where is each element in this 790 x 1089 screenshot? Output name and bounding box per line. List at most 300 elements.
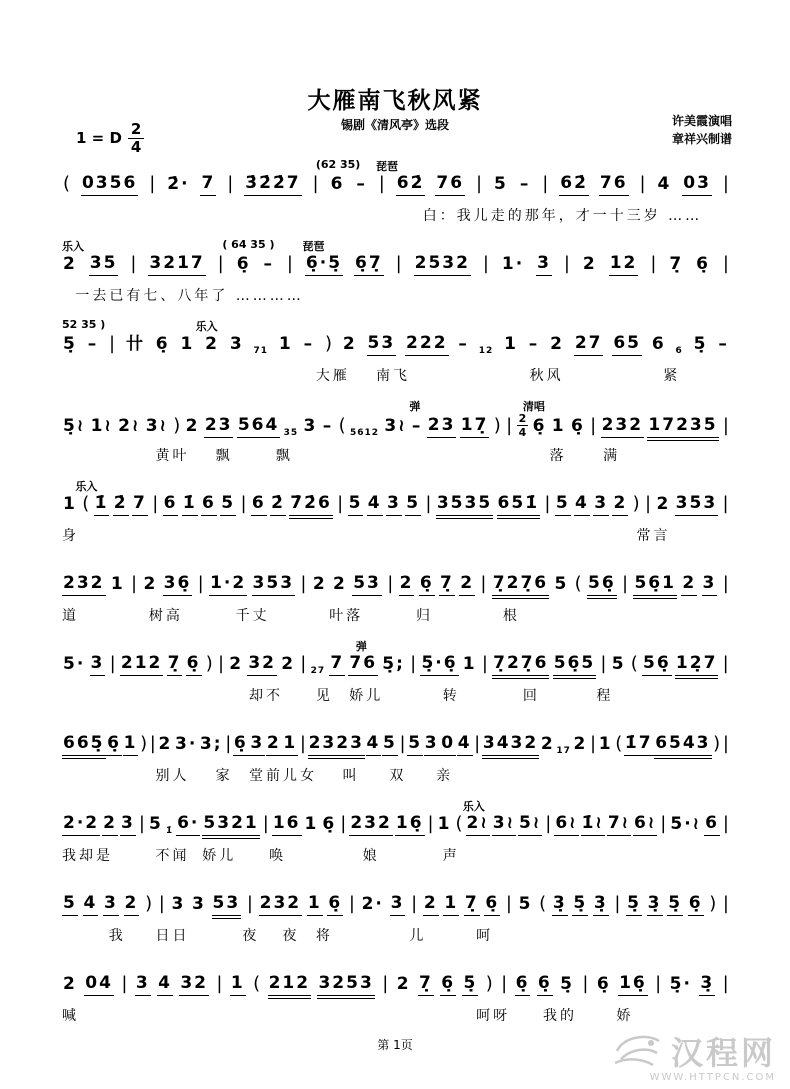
- note-token: 2: [205, 334, 220, 354]
- note-token: 1: [230, 973, 246, 996]
- phrase-paren: ): [173, 415, 181, 436]
- note-token: 7: [200, 173, 216, 196]
- phrase-paren: ): [140, 733, 148, 755]
- note-token: 3: [192, 894, 206, 914]
- note-token: 56̣1: [633, 573, 677, 596]
- note-token: 5̣: [560, 974, 574, 994]
- note-token: 卄: [125, 334, 145, 354]
- annotation-label: 乐入: [75, 480, 98, 493]
- score-line: [62, 558, 730, 638]
- barline: |: [505, 893, 512, 915]
- barline: |: [399, 733, 406, 755]
- note-token: 3: [424, 733, 440, 756]
- note-token: 1̇: [182, 493, 198, 516]
- note-token: 3: [702, 573, 718, 596]
- barline: |: [582, 973, 589, 995]
- note-token: 6̣: [537, 973, 553, 996]
- note-token: 3̣: [593, 893, 609, 916]
- score-line: [62, 238, 730, 318]
- note-token: 6̣7̣: [354, 253, 384, 276]
- note-token: 3: [120, 813, 136, 836]
- phrase-paren: (: [574, 573, 582, 595]
- note-token: 5̣: [462, 973, 478, 996]
- song-title: 大雁南飞秋风紧: [307, 88, 483, 114]
- note-token: 5: [348, 493, 364, 516]
- note-token: 04: [84, 973, 114, 996]
- grace-note: 6: [675, 346, 683, 357]
- note-token: 1·: [501, 254, 525, 274]
- phrase-paren: (: [82, 493, 90, 515]
- note-token: 16̣: [618, 973, 648, 996]
- barline: |: [622, 573, 629, 595]
- lyric-syllable: 将: [315, 928, 333, 944]
- annotation-label: 琵琶: [302, 240, 325, 253]
- note-token: –: [87, 334, 99, 354]
- note-token: 2: [399, 573, 415, 596]
- note-token: 6̣: [236, 254, 251, 274]
- barline: |: [411, 893, 418, 915]
- note-token: 76: [599, 173, 629, 196]
- note-token: 1: [307, 893, 323, 916]
- note-token: 3: [536, 253, 552, 276]
- barline: |: [600, 653, 607, 675]
- note-token: 36̣: [163, 573, 193, 596]
- barline: |: [387, 573, 394, 595]
- note-token: 3217: [148, 253, 205, 276]
- note-token: 6̣: [570, 415, 585, 436]
- note-token: 2≀: [118, 415, 141, 436]
- lyric-syllable: 我: [108, 928, 126, 944]
- barline: |: [158, 893, 165, 915]
- note-token: 56̣: [587, 573, 617, 596]
- lyric-syllable: 娇儿: [202, 848, 237, 864]
- note-token: 2: [312, 574, 327, 594]
- barline: |: [227, 173, 234, 195]
- barline: |: [722, 493, 729, 515]
- barline: |: [545, 813, 552, 835]
- lyric-syllable: 娇儿: [349, 688, 384, 704]
- note-token: 5̣≀: [63, 415, 86, 436]
- note-token: 3: [135, 973, 151, 996]
- barline: |: [138, 813, 145, 835]
- phrase-paren: ): [145, 893, 153, 915]
- time-sig-numerator: 2: [518, 412, 527, 425]
- phrase-paren: ): [205, 653, 213, 675]
- note-token: 4: [366, 733, 382, 756]
- note-token: 6̣: [696, 254, 710, 274]
- note-token: 76: [435, 173, 465, 196]
- watermark-logo-icon: [613, 1029, 665, 1073]
- note-token: 6543: [654, 733, 711, 756]
- note-token: 6̣·5̣: [305, 253, 343, 276]
- phrase-paren: (: [615, 733, 623, 755]
- note-token: 53: [212, 893, 242, 916]
- note-token: 4: [83, 893, 99, 916]
- note-token: 5: [554, 574, 569, 594]
- note-token: 3: [390, 893, 406, 916]
- note-token: 2: [158, 734, 173, 754]
- barline: |: [481, 653, 488, 675]
- phrase-paren: (: [338, 415, 346, 436]
- barline: |: [340, 813, 347, 835]
- note-token: 2: [396, 974, 411, 994]
- watermark-site-url: WWW.HTTPCN.COM: [649, 1072, 776, 1083]
- note-token: 5̣·6̣: [420, 653, 458, 676]
- barline: |: [722, 733, 729, 755]
- lyric-syllable: 常言: [636, 528, 671, 544]
- credit-singer: 许美霞演唱: [671, 114, 732, 128]
- phrase-paren: ): [324, 333, 332, 355]
- note-token: 5: [494, 174, 508, 194]
- lyric-syllable: 呵: [476, 928, 494, 944]
- note-token: 17235: [647, 415, 718, 438]
- note-token: 7̣27̣6: [492, 653, 549, 676]
- lyric-syllable: 道: [62, 608, 79, 624]
- note-token: 3: [171, 894, 186, 914]
- note-token: 1̇: [94, 493, 110, 516]
- lyric-syllable: 叶落: [329, 608, 364, 624]
- lyric-syllable: 归: [416, 608, 434, 624]
- barline: |: [722, 253, 729, 275]
- note-token: 3: [229, 334, 244, 354]
- lyric-syllable: 别人: [155, 768, 190, 784]
- note-token: 27: [574, 333, 604, 356]
- lyric-syllable: 家: [215, 768, 233, 784]
- note-token: 23: [427, 415, 457, 438]
- note-token: 5̣·: [669, 974, 692, 994]
- lyric-syllable: 落: [549, 448, 567, 464]
- note-token: 5̣: [667, 893, 683, 916]
- note-token: 7̣: [167, 653, 183, 676]
- barline: |: [614, 893, 621, 915]
- annotation-label: 52 35 ): [62, 318, 106, 331]
- note-token: –: [303, 334, 315, 354]
- note-token: 651̇: [497, 493, 541, 516]
- note-token: 1: [504, 334, 518, 354]
- note-token: 2̇: [113, 493, 129, 516]
- note-token: 32: [247, 653, 277, 676]
- time-signature: $\frac{2}{4}$: [128, 122, 144, 155]
- note-token: 6̣: [106, 733, 122, 756]
- note-token: 7̣27̣6: [492, 573, 549, 596]
- note-token: 35: [89, 253, 119, 276]
- note-token: 6: [330, 174, 345, 194]
- note-token: 6: [201, 493, 217, 516]
- note-token: 7: [329, 653, 345, 676]
- song-subtitle: 锡剧《清风亭》选段: [340, 118, 449, 132]
- lyric-syllable: 我的: [542, 1008, 577, 1024]
- note-token: 3432: [482, 733, 539, 756]
- note-token: –: [322, 415, 334, 436]
- note-token: 56̣: [642, 653, 672, 676]
- note-token: 2: [582, 254, 597, 274]
- note-token: –: [458, 334, 469, 354]
- note-token: 2: [681, 573, 697, 596]
- barline: |: [474, 733, 481, 755]
- time-sig-denominator: 4: [518, 426, 527, 439]
- lyric-syllable: 堂前儿女: [249, 768, 318, 784]
- note-token: 17̣: [460, 415, 490, 438]
- note-token: 1: [462, 654, 477, 674]
- note-token: 1: [110, 574, 125, 594]
- note-token: 1̇7: [624, 733, 654, 756]
- note-token: 6̣: [419, 573, 435, 596]
- lyric-syllable: 身: [62, 528, 79, 544]
- note-token: 5·: [63, 654, 86, 674]
- barline: |: [660, 813, 667, 835]
- page-number: 第 1页: [377, 1038, 413, 1052]
- barline: |: [590, 415, 597, 436]
- grace-note: 17: [556, 746, 571, 757]
- note-token: 665̣: [62, 733, 106, 756]
- barline: |: [217, 653, 225, 675]
- note-token: 4: [457, 733, 473, 756]
- note-token: 5: [220, 493, 236, 516]
- barline: |: [286, 253, 293, 275]
- note-token: 232: [62, 573, 106, 596]
- phrase-paren: ): [493, 415, 501, 436]
- lyric-syllable: 飘: [275, 448, 293, 464]
- barline: |: [109, 333, 116, 355]
- grace-note: 1̇: [165, 826, 174, 837]
- note-token: 1: [304, 814, 319, 834]
- note-token: 5: [382, 733, 398, 756]
- lyric-syllable: 儿: [409, 928, 427, 944]
- barline: |: [506, 415, 513, 436]
- note-token: 1≀: [90, 415, 113, 436]
- lyric-syllable: 却不: [249, 688, 284, 704]
- note-token: 6·: [176, 813, 200, 836]
- note-token: 2532: [414, 253, 471, 276]
- score: [62, 158, 730, 1038]
- barline: |: [722, 573, 729, 595]
- note-token: 2: [550, 334, 564, 354]
- note-token: 3̣: [699, 973, 715, 996]
- annotation-label: 弹: [409, 400, 421, 413]
- score-line: [62, 478, 730, 558]
- credits: [672, 112, 732, 148]
- annotation-label: (62 35): [315, 158, 361, 171]
- note-token: 6̣: [688, 893, 704, 916]
- note-token: 5̣: [63, 334, 77, 354]
- note-token: 2: [656, 494, 671, 514]
- note-token: 6̣: [322, 814, 337, 834]
- barline: |: [382, 973, 389, 995]
- note-token: 3: [593, 493, 609, 516]
- note-token: 62̇: [559, 173, 589, 196]
- lyric-syllable: 程: [596, 688, 614, 704]
- barline: |: [722, 973, 729, 995]
- barline: |: [645, 493, 652, 515]
- note-token: 564: [237, 415, 281, 438]
- barline: |: [544, 493, 551, 515]
- note-token: 6̣: [596, 974, 611, 994]
- note-token: 2: [266, 733, 282, 756]
- lyric-syllable: 喊: [62, 1008, 79, 1024]
- notes-row: [62, 813, 730, 836]
- barline: |: [262, 813, 269, 835]
- note-token: 4: [367, 493, 383, 516]
- note-token: 1: [437, 814, 452, 834]
- note-token: 212: [268, 973, 312, 996]
- note-token: –: [519, 174, 531, 194]
- phrase-paren: ): [485, 973, 493, 995]
- note-token: 5̣;: [382, 654, 405, 674]
- barline: |: [217, 253, 224, 275]
- inline-time-signature: [517, 413, 529, 438]
- note-token: 2·2: [62, 813, 100, 836]
- note-token: 2: [124, 893, 140, 916]
- barline: |: [722, 173, 729, 195]
- note-token: 12̣7: [675, 653, 719, 676]
- notes-row: [62, 333, 730, 356]
- note-token: 2: [333, 574, 347, 594]
- note-token: 3535: [436, 493, 493, 516]
- note-token: 1·2: [209, 573, 247, 596]
- note-token: 32: [179, 973, 209, 996]
- note-token: 353: [675, 493, 719, 516]
- note-token: 65: [612, 333, 642, 356]
- grace-note: 5612: [349, 428, 380, 438]
- notes-row: [62, 173, 730, 196]
- barline: |: [482, 253, 489, 275]
- note-token: 0: [440, 733, 456, 756]
- note-token: 5: [62, 893, 78, 916]
- score-line: [62, 638, 730, 718]
- barline: |: [427, 813, 434, 835]
- note-token: 7̇2̇6: [289, 493, 333, 516]
- note-token: 232: [259, 893, 303, 916]
- note-token: 7̣: [669, 254, 684, 274]
- note-token: 4: [574, 493, 590, 516]
- note-token: 4: [657, 174, 672, 194]
- grace-note: 27: [310, 666, 326, 677]
- barline: |: [542, 173, 549, 195]
- key-label: 1 = D: [76, 129, 122, 147]
- note-token: 353: [252, 573, 296, 596]
- note-token: 2323: [308, 733, 365, 756]
- note-token: 6: [163, 493, 179, 516]
- lyric-syllable: 树高: [148, 608, 183, 624]
- note-token: 1: [123, 733, 139, 756]
- note-token: 76: [348, 653, 378, 676]
- lyric-syllable: 见: [315, 688, 333, 704]
- lyric-syllable: 亲: [436, 768, 454, 784]
- note-token: 7̣: [418, 973, 434, 996]
- lyric-syllable: 娇: [616, 1008, 634, 1024]
- note-token: 2: [229, 654, 244, 674]
- note-token: 5·≀: [670, 814, 702, 834]
- lyric-syllable: 唤: [269, 848, 287, 864]
- note-token: 5: [148, 814, 163, 834]
- barline: |: [650, 253, 657, 275]
- phrase-paren: (: [455, 813, 463, 835]
- note-token: 5: [407, 733, 423, 756]
- note-token: 212: [120, 653, 164, 676]
- note-token: 2: [342, 334, 357, 354]
- barline: |: [348, 893, 355, 915]
- note-token: 2: [573, 734, 588, 754]
- note-token: 1: [63, 494, 77, 514]
- notes-row: [62, 413, 730, 438]
- barline: |: [501, 973, 508, 995]
- note-token: 1: [278, 334, 293, 354]
- score-line: [62, 718, 730, 798]
- annotation-label: 乐入: [62, 240, 84, 253]
- phrase-paren: (: [539, 893, 547, 915]
- note-token: 23: [204, 415, 234, 438]
- barline: |: [639, 173, 646, 195]
- note-token: 5: [405, 493, 421, 516]
- barline: |: [395, 253, 402, 275]
- annotation-label: ( 64 35 ): [222, 238, 275, 251]
- note-token: 56̣5: [553, 653, 597, 676]
- note-token: 232: [349, 813, 393, 836]
- barline: |: [197, 573, 204, 595]
- barline: |: [121, 973, 128, 995]
- note-token: 03: [682, 173, 712, 196]
- barline: |: [149, 733, 156, 755]
- note-token: 6̣: [327, 893, 343, 916]
- note-token: 7≀: [607, 813, 631, 836]
- score-line: [62, 958, 730, 1038]
- note-token: 6̣: [484, 893, 500, 916]
- note-token: 5̣: [572, 893, 588, 916]
- lyric-syllable: 南飞: [375, 368, 410, 384]
- notes-row: [62, 493, 730, 516]
- note-token: 2·: [361, 894, 384, 914]
- note-token: 2: [63, 254, 77, 274]
- annotation-label: 弹: [355, 640, 367, 653]
- note-token: 3: [249, 733, 265, 756]
- note-token: 3: [103, 893, 119, 916]
- barline: |: [240, 493, 247, 515]
- annotation-label: 乐入: [462, 800, 485, 813]
- note-token: 6: [704, 813, 720, 836]
- barline: |: [337, 493, 344, 515]
- lyric-syllable: 娘: [362, 848, 380, 864]
- barline: |: [312, 173, 319, 195]
- barline: |: [722, 415, 729, 436]
- lyric-syllable: 我却是: [62, 848, 113, 864]
- note-token: 2: [63, 974, 77, 994]
- grace-note: 12: [478, 346, 494, 357]
- note-token: –: [411, 415, 423, 436]
- annotation-label: 琵琶: [375, 160, 398, 173]
- note-token: 6̣: [515, 973, 531, 996]
- score-line: [62, 158, 730, 238]
- score-line: [62, 398, 730, 478]
- barline: |: [109, 653, 116, 675]
- notes-row: [62, 733, 730, 756]
- annotation-label: 清唱: [522, 400, 545, 413]
- note-token: –: [263, 254, 274, 274]
- note-token: 6̣: [532, 415, 547, 436]
- note-token: –: [356, 174, 367, 194]
- note-token: 6̣: [155, 334, 170, 354]
- notes-row: [62, 573, 730, 596]
- lyric-syllable: 回: [522, 688, 540, 704]
- lyric-syllable: 双: [389, 768, 407, 784]
- barline: |: [476, 173, 483, 195]
- barline: |: [131, 573, 138, 595]
- note-token: 3̣: [552, 893, 568, 916]
- lyric-syllable: 夜: [282, 928, 300, 944]
- note-token: 6≀: [633, 813, 657, 836]
- note-token: 3: [303, 415, 318, 436]
- lyric-syllable: 日日: [155, 928, 190, 944]
- note-token: 2: [185, 415, 200, 436]
